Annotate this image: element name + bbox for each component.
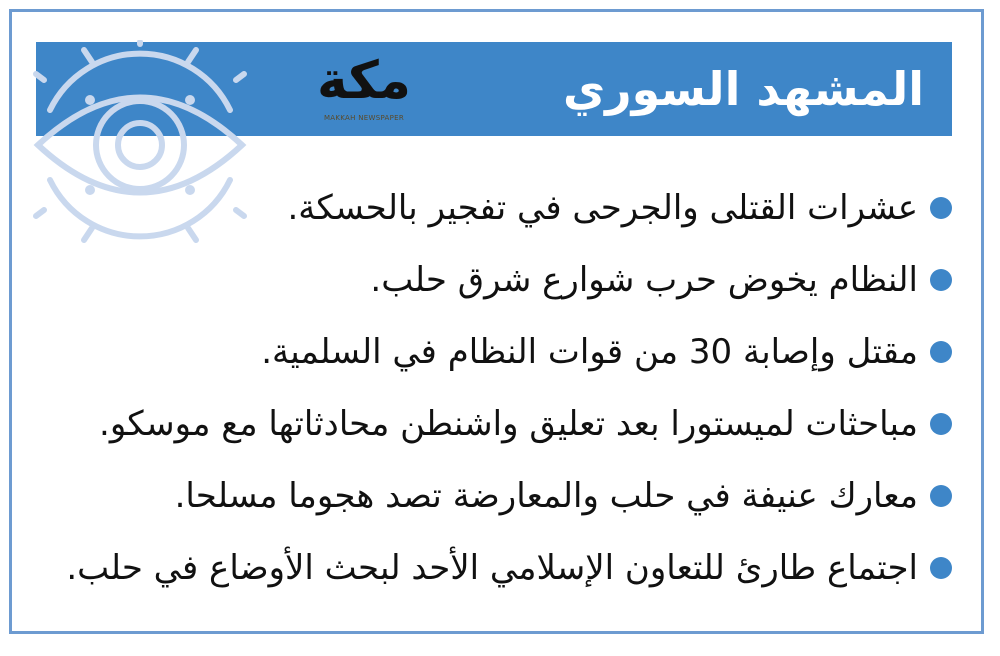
bullet-icon (930, 413, 952, 435)
bullet-icon (930, 485, 952, 507)
list-item-text: معارك عنيفة في حلب والمعارضة تصد هجوما مسلحا. (174, 476, 918, 516)
logo-subtitle: MAKKAH NEWSPAPER (323, 114, 405, 122)
list-item-text: النظام يخوض حرب شوارع شرق حلب. (370, 260, 918, 300)
list-item (52, 244, 952, 316)
banner-title: المشهد السوري (563, 62, 924, 116)
news-list (52, 172, 952, 604)
list-item-text: اجتماع طارئ للتعاون الإسلامي الأحد لبحث الأوضاع في حلب. (66, 548, 918, 588)
list-item (52, 460, 952, 532)
list-item (52, 532, 952, 604)
list-item-text: عشرات القتلى والجرحى في تفجير بالحسكة. (287, 188, 918, 228)
logo-wordmark: مكة (317, 51, 411, 111)
list-item (52, 388, 952, 460)
bullet-icon (930, 557, 952, 579)
logo (286, 50, 442, 130)
bullet-icon (930, 341, 952, 363)
bullet-icon (930, 269, 952, 291)
list-item (52, 316, 952, 388)
bullet-icon (930, 197, 952, 219)
list-item-text: مباحثات لميستورا بعد تعليق واشنطن محادثاتها مع موسكو. (99, 404, 918, 444)
list-item-text: مقتل وإصابة 30 من قوات النظام في السلمية. (261, 332, 918, 372)
list-item (52, 172, 952, 244)
